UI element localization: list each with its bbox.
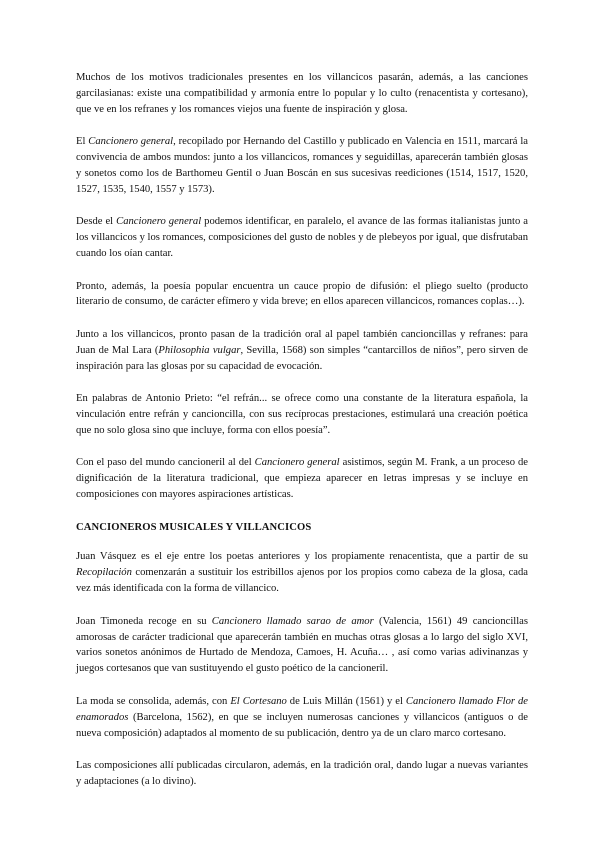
body-text: Las composiciones allí publicadas circularon, además, en la tradición oral, dando lugar a nuevas variantes y adaptaciones (a lo divino). [76, 760, 528, 787]
para-antonio-prieto [76, 391, 528, 439]
para-cancioncillas-refranes [76, 327, 528, 375]
body-text: Juan Vásquez es el eje entre los poetas anteriores y los propiamente renacentista, que a partir de su [76, 551, 528, 563]
document-page [76, 70, 528, 806]
body-text: asistimos, según M. Frank, a un proceso de dignificación de la literatura tradicional, que empieza aparecer en letras impresas y se incluye en composiciones con mayores aspiraciones artísticas. [76, 457, 528, 501]
italic-title-text: Cancionero llamado sarao de amor [211, 615, 374, 627]
para-formas-italianistas [76, 214, 528, 262]
para-pliego-suelto [76, 279, 528, 311]
para-composiciones-circularon [76, 758, 528, 790]
body-text: La moda se consolida, además, con [76, 695, 231, 707]
italic-title-text: Cancionero general [88, 136, 174, 148]
italic-title-text: Cancionero general [254, 457, 340, 469]
body-text: de Luis Millán (1561) y el [286, 695, 406, 707]
body-text: En palabras de Antonio Prieto: “el refrán... se ofrece como una constante de la literatura española, la vinculación entre refrán y cancioncilla, con sus recíprocas prestaciones, estimulará una creación poética que no solo glosa sino que incluye, forma con ellos poesía”. [76, 393, 528, 436]
body-text: podemos identificar, en paralelo, el avance de las formas italianistas junto a los villancicos y los romances, composiciones del gusto de nobles y de plebeyos por igual, que disfrutaban cuando los oían cantar. [76, 216, 528, 260]
italic-title-text: Cancionero general [116, 216, 202, 228]
body-text: Junto a los villancicos, pronto pasan de la tradición oral al papel también cancioncillas y refranes: para Juan de Mal Lara ( [76, 328, 528, 356]
cancioneros-musicales-section [76, 549, 528, 789]
para-joan-timoneda [76, 614, 528, 678]
body-text: Pronto, además, la poesía popular encuentra un cauce propio de difusión: el pliego suelto (producto literario de consumo, de carácter efímero y vida breve; en ellos aparecen villancicos, romances coplas…). [76, 280, 528, 308]
body-text: Desde el [76, 216, 117, 228]
body-text: Muchos de los motivos tradicionales presentes en los villancicos pasarán, además, a las canciones garcilasianas: existe una compatibilidad y armonía entre lo popular y lo culto (renacentista y cortesano), que ve en los refranes y los romances viejos una fuente de inspiración y glosa. [76, 72, 528, 115]
italic-title-text: El Cortesano [230, 695, 287, 707]
para-dignificacion [76, 455, 528, 503]
italic-title-text: Philosophia vulgar [158, 344, 241, 356]
body-text: El [76, 136, 89, 148]
body-text: (Barcelona, 1562), en que se incluyen numerosas canciones y villancicos (antiguos o de nueva composición) adaptados al momento de su publicación, dentro ya de un claro marco cortesano. [76, 711, 528, 739]
section-heading: CANCIONEROS MUSICALES Y VILLANCICOS [76, 521, 312, 533]
para-motivos-tradicionales [76, 70, 528, 118]
body-text: (Valencia, 1561) 49 cancioncillas amorosas de carácter tradicional que aparecerán también en muchas otras glosas a lo largo del siglo XVI, varios sonetos anónimos de Hurtado de Mendoza, Camoes, H. Acuña… , así como varias adivinanzas y juegos cortesanos que van sustituyendo el gusto poético de la cancioneril. [76, 615, 529, 675]
body-text: , Sevilla, 1568) son simples “cantarcillos de niños”, pero sirven de inspiración para las glosas por su capacidad de evocación. [76, 344, 528, 372]
body-text: Joan Timoneda recoge en su [76, 615, 212, 627]
body-text: Con el paso del mundo cancioneril al del [76, 457, 255, 469]
intro-section [76, 70, 528, 503]
para-cancionero-general [76, 134, 528, 198]
body-text: , recopilado por Hernando del Castillo y publicado en Valencia en 1511, marcará la convivencia de ambos mundos: junto a los villancicos, romances y seguidillas, aparecerán también glosas y sonetos como los de Barthomeu Gentil o Juan Boscán en sus sucesivas reediciones (1514, 1517, 1520, 1527, 1535, 1540, 1557 y 1573). [76, 136, 528, 195]
italic-title-text: Recopilación [76, 567, 132, 579]
para-juan-vasquez [76, 549, 528, 597]
para-moda-consolida [76, 694, 528, 742]
body-text: comenzarán a sustituir los estribillos ajenos por los propios como cabeza de la glosa, cada vez más identificada con la forma de villancico. [76, 567, 528, 595]
italic-title-text: Cancionero llamado Flor de enamorados [76, 695, 528, 723]
